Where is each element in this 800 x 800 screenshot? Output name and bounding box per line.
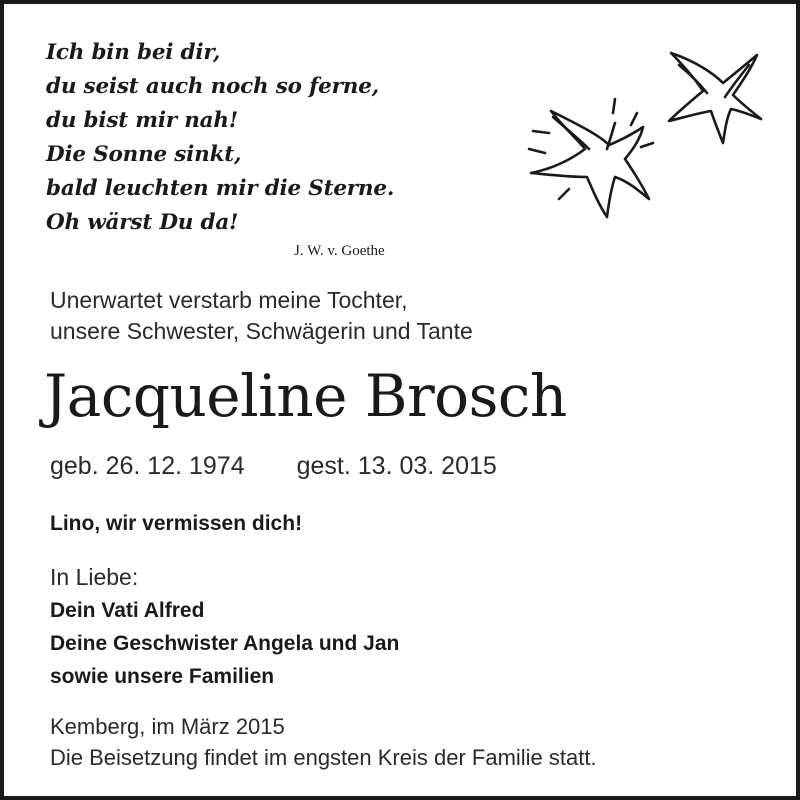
mourners-heading: In Liebe:	[50, 564, 139, 590]
poem-line: du bist mir nah!	[46, 108, 239, 133]
intro-line: Unerwartet verstarb meine Tochter,	[50, 287, 408, 313]
closing-text	[50, 711, 597, 773]
mourner-name: sowie unsere Familien	[50, 665, 275, 688]
intro-line: unsere Schwester, Schwägerin und Tante	[50, 318, 473, 344]
intro-text	[50, 285, 473, 347]
stars-icon	[519, 39, 769, 229]
poem-line: bald leuchten mir die Sterne.	[46, 176, 395, 201]
poem-line: Oh wärst Du da!	[46, 210, 239, 235]
mourner-name: Dein Vati Alfred	[50, 599, 205, 622]
mourners-list	[50, 594, 399, 693]
deceased-name: Jacqueline Brosch	[44, 362, 567, 430]
poem-line: du seist auch noch so ferne,	[46, 74, 379, 99]
place-date: Kemberg, im März 2015	[50, 714, 285, 739]
mourner-name: Deine Geschwister Angela und Jan	[50, 632, 400, 655]
funeral-note: Die Beisetzung findet im engsten Kreis der Familie statt.	[50, 745, 597, 770]
star-large-icon	[531, 111, 649, 217]
poem	[46, 36, 394, 240]
poem-line: Ich bin bei dir,	[46, 40, 221, 65]
death-date: gest. 13. 03. 2015	[296, 452, 497, 480]
farewell-motto: Lino, wir vermissen dich!	[50, 512, 303, 535]
birth-date: geb. 26. 12. 1974	[50, 452, 245, 480]
life-dates	[50, 450, 497, 482]
poem-line: Die Sonne sinkt,	[46, 142, 242, 167]
poem-author: J. W. v. Goethe	[294, 243, 385, 259]
